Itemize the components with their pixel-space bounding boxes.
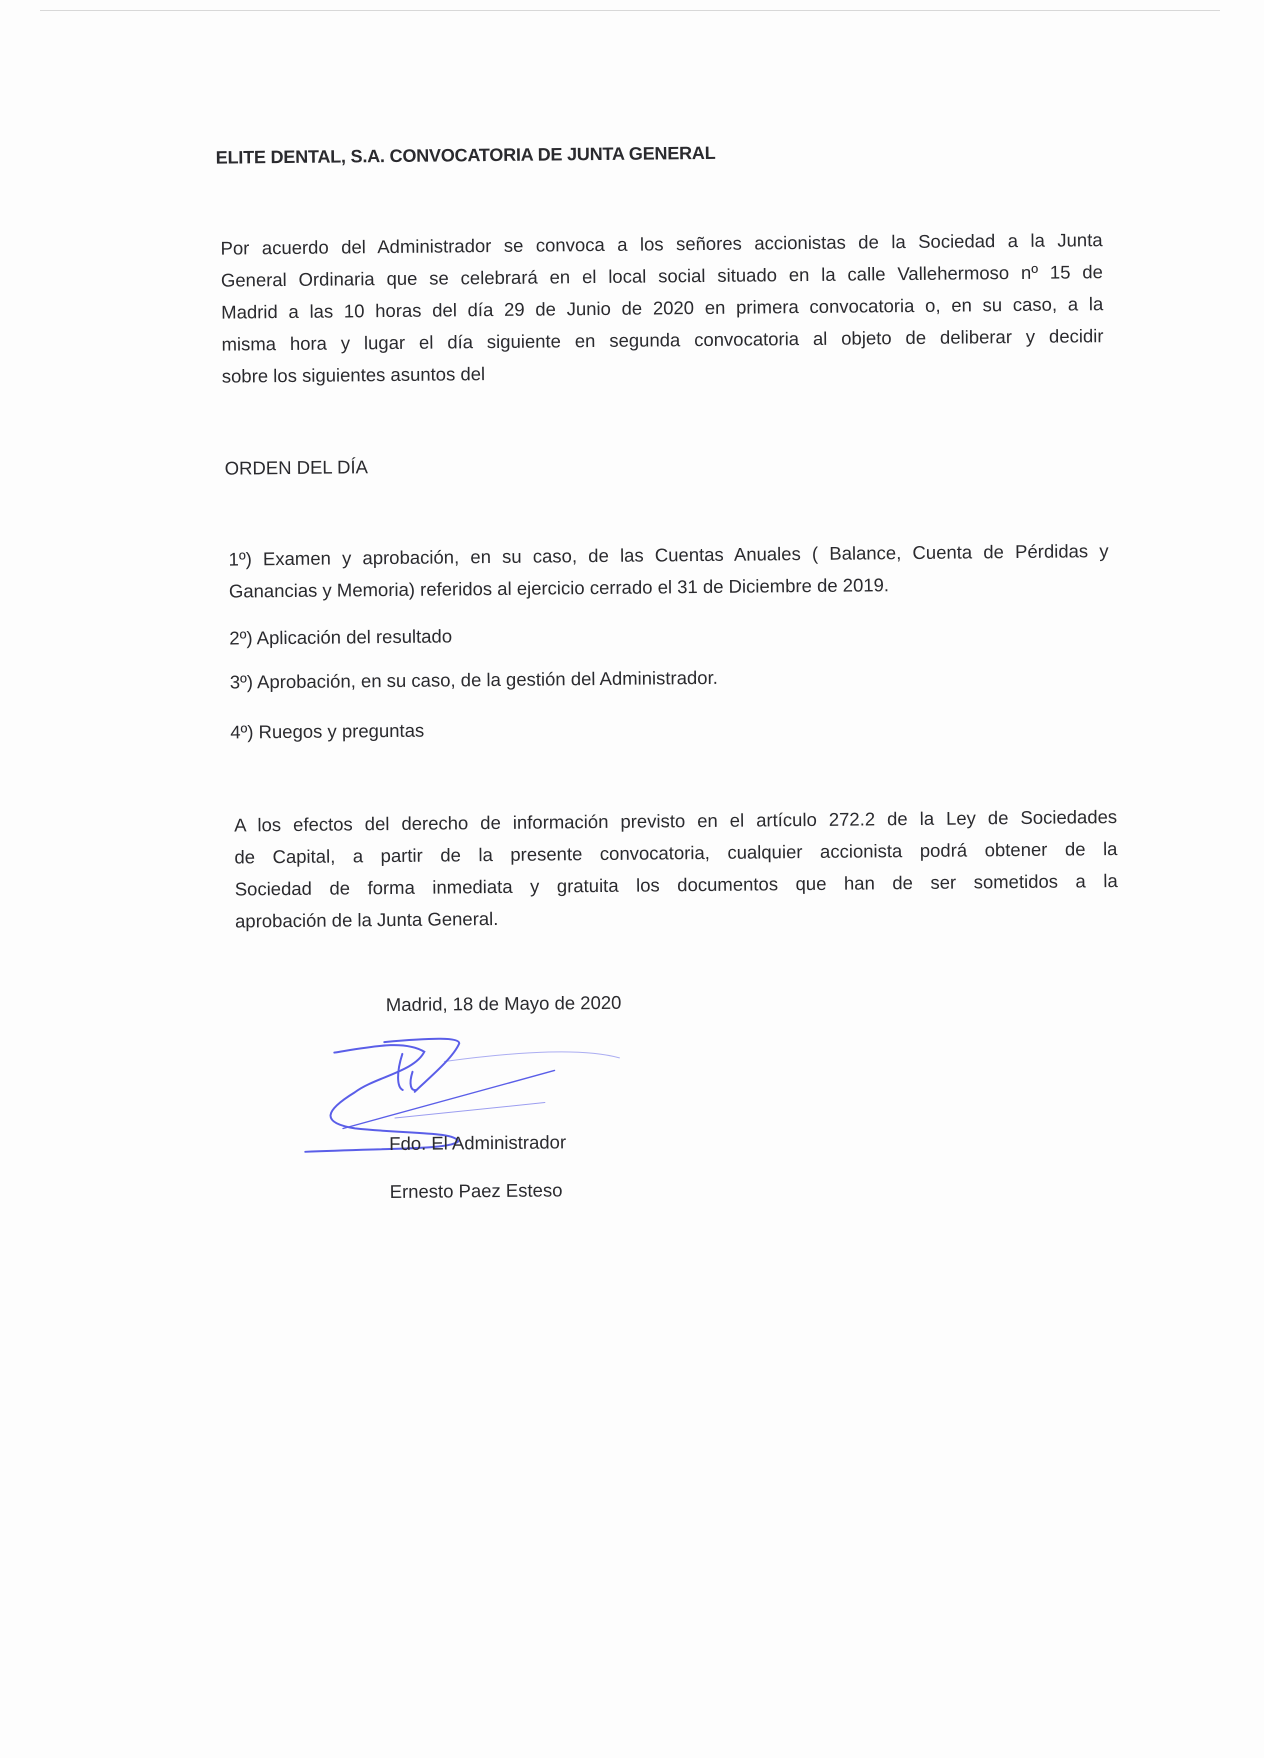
text-line: Ganancias y Memoria) referidos al ejercicio cerrado el 31 de Diciembre de 2019. — [228, 574, 890, 602]
document-title: ELITE DENTAL, S.A. CONVOCATORIA DE JUNTA GENERAL — [215, 142, 716, 168]
information-paragraph — [234, 801, 1118, 937]
text-line: sobre los siguientes asuntos del — [221, 363, 486, 387]
text-line: misma hora y lugar el día siguiente en segunda convocatoria al objeto de deliberar y decidir — [221, 325, 1104, 355]
intro-paragraph — [220, 224, 1103, 392]
text-line: Por acuerdo del Administrador se convoca a los señores accionistas de la Sociedad a la Junta — [220, 229, 1103, 259]
signer-name: Ernesto Paez Esteso — [389, 1179, 563, 1203]
place-date: Madrid, 18 de Mayo de 2020 — [385, 991, 622, 1016]
agenda-item-2: 2º) Aplicación del resultado — [229, 625, 453, 649]
agenda-heading: ORDEN DEL DÍA — [224, 456, 369, 479]
agenda-item-3: 3º) Aprobación, en su caso, de la gestión del Administrador. — [229, 666, 718, 693]
text-line: 1º) Examen y aprobación, en su caso, de las Cuentas Anuales ( Balance, Cuenta de Pérdidas y — [228, 540, 1109, 570]
agenda-item-4: 4º) Ruegos y preguntas — [230, 719, 425, 743]
text-line: A los efectos del derecho de información previsto en el artículo 272.2 de la Ley de Sociedades — [234, 806, 1118, 836]
agenda-item-1 — [228, 535, 1109, 607]
text-line: Sociedad de forma inmediata y gratuita los documentos que han de ser sometidos a la — [234, 870, 1118, 900]
signed-by: Fdo. El Administrador — [389, 1131, 567, 1155]
text-line: Madrid a las 10 horas del día 29 de Junio de 2020 en primera convocatoria o, en su caso, a la — [221, 293, 1104, 323]
text-line: de Capital, a partir de la presente convocatoria, cualquier accionista podrá obtener de la — [234, 838, 1118, 868]
text-line: General Ordinaria que se celebrará en el local social situado en la calle Vallehermoso nº 15 de — [220, 261, 1103, 291]
text-line: aprobación de la Junta General. — [234, 907, 499, 932]
